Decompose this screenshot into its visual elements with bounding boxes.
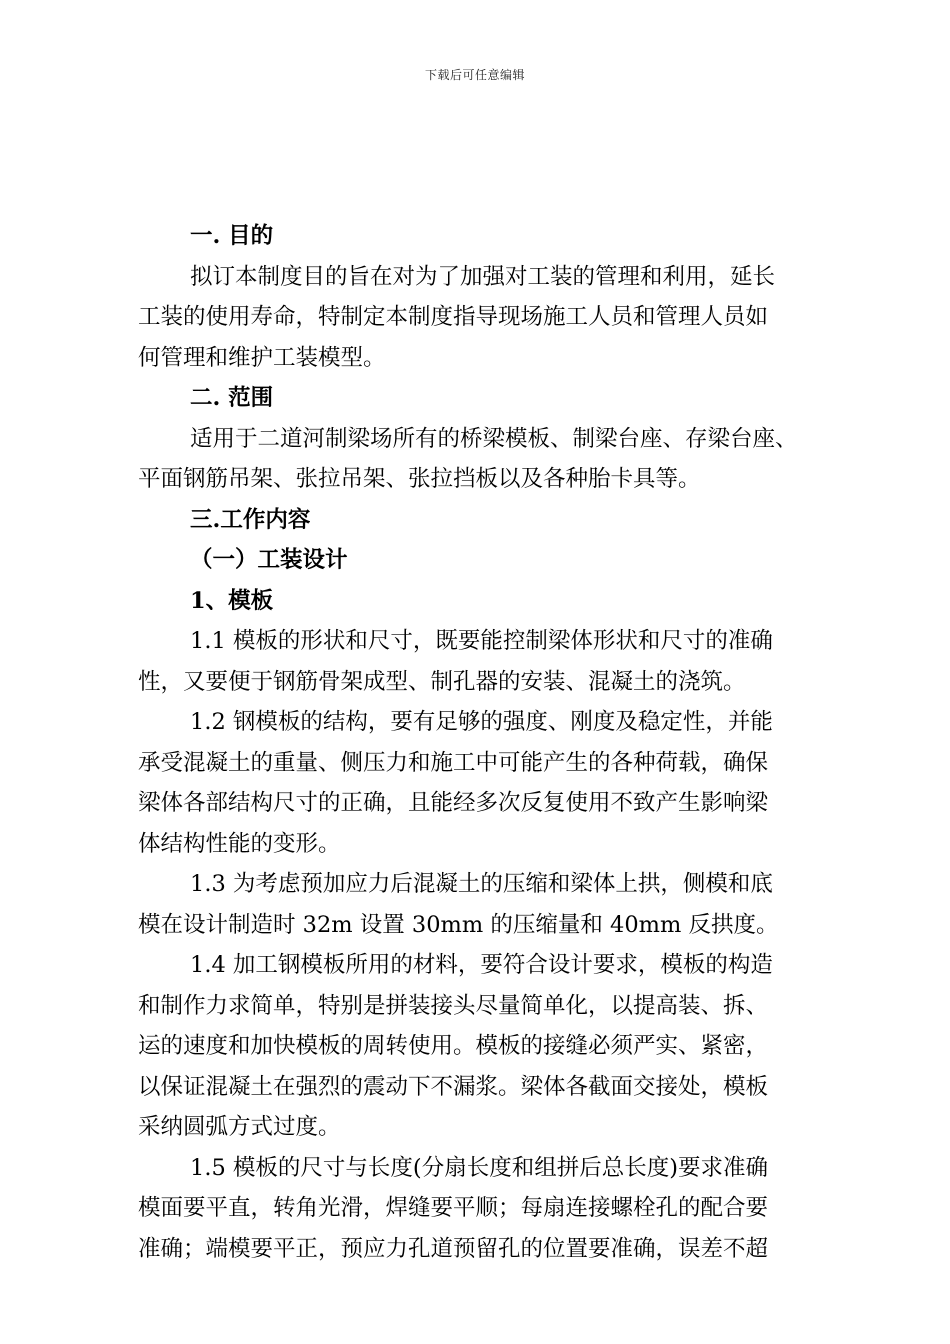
paragraph (138, 702, 864, 864)
paragraph (138, 257, 864, 379)
paragraph-line: 适用于二道河制梁场所有的桥梁模板、制梁台座、存梁台座、 (190, 425, 798, 452)
section-heading: 一. 目的 (190, 223, 274, 249)
paragraph-line: 工装的使用寿命，特制定本制度指导现场施工人员和管理人员如 (138, 304, 769, 330)
paragraph-line: 拟订本制度目的旨在对为了加强对工装的管理和利用，延长 (190, 263, 776, 290)
section-heading: （一）工装设计 (190, 547, 348, 573)
paragraph-line: 1.5 模板的尺寸与长度(分扇长度和组拼后总长度)要求准确 (190, 1154, 768, 1181)
paragraph-line: 梁体各部结构尺寸的正确，且能经多次反复使用不致产生影响梁 (138, 790, 769, 816)
paragraph (138, 1148, 864, 1270)
paragraph-line: 性，又要便于钢筋骨架成型、制孔器的安装、混凝土的浇筑。 (138, 668, 746, 695)
paragraph-line: 1.2 钢模板的结构，要有足够的强度、刚度及稳定性，并能 (190, 709, 773, 735)
paragraph-line: 准确；端模要平正，预应力孔道预留孔的位置要准确，误差不超 (138, 1235, 769, 1262)
paragraph-line: 以保证混凝土在强烈的震动下不漏浆。梁体各截面交接处，模板 (138, 1073, 769, 1100)
paragraph-line: 体结构性能的变形。 (138, 830, 341, 857)
paragraph (138, 864, 864, 945)
document-body (138, 216, 864, 1269)
paragraph-line: 承受混凝土的重量、侧压力和施工中可能产生的各种荷载，确保 (138, 749, 769, 776)
paragraph-line: 1.3 为考虑预加应力后混凝土的压缩和梁体上拱，侧模和底 (190, 871, 773, 897)
paragraph-line: 采纳圆弧方式过度。 (138, 1114, 341, 1140)
paragraph-line: 运的速度和加快模板的周转使用。模板的接缝必须严实、紧密， (138, 1033, 769, 1059)
paragraph-line: 模在设计制造时 32m 设置 30mm 的压缩量和 40mm 反拱度。 (138, 911, 779, 938)
paragraph (138, 419, 864, 500)
paragraph-line: 何管理和维护工装模型。 (138, 344, 386, 371)
paragraph-line: 平面钢筋吊架、张拉吊架、张拉挡板以及各种胎卡具等。 (138, 466, 701, 492)
section-heading: 三.工作内容 (190, 506, 311, 533)
section-heading: 1、模板 (190, 587, 274, 614)
section-heading: 二. 范围 (190, 385, 274, 411)
paragraph-line: 模面要平直，转角光滑，焊缝要平顺；每扇连接螺栓孔的配合要 (138, 1195, 769, 1221)
paragraph-line: 和制作力求简单，特别是拼装接头尽量简单化，以提高装、拆、 (138, 992, 769, 1019)
paragraph-line: 1.1 模板的形状和尺寸，既要能控制梁体形状和尺寸的准确 (190, 628, 773, 654)
paragraph (138, 621, 864, 702)
page-header: 下载后可任意编辑 (424, 68, 525, 82)
paragraph-line: 1.4 加工钢模板所用的材料，要符合设计要求，模板的构造 (190, 952, 773, 978)
paragraph (138, 945, 864, 1148)
